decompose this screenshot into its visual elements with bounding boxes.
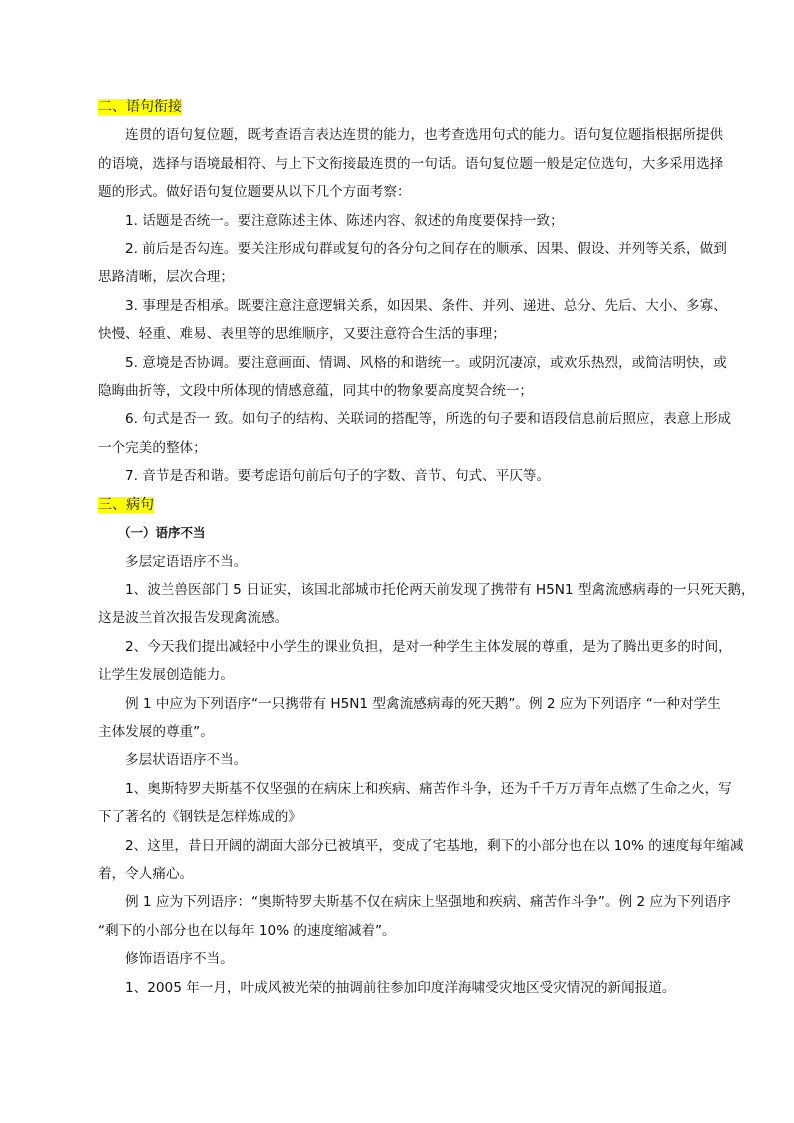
intro-line: 的语境，选择与语境最相符、与上下文衔接最连贯的一句话。语句复位题一般是定位选句，大多采用选择	[98, 155, 724, 172]
body-line: “剩下的小部分也在以每年 10% 的速度缩减着”。	[98, 922, 396, 939]
body-line: 多层状语语序不当。	[125, 752, 248, 769]
body-line: 修饰语语序不当。	[125, 951, 234, 968]
body-line: 下了著名的《钢铁是怎样炼成的》	[98, 809, 302, 826]
body-line: 1、波兰兽医部门 5 日证实，该国北部城市托伦两天前发现了携带有 H5N1 型禽流感病毒的一只死天鹅，	[125, 581, 755, 598]
intro-paragraph	[98, 121, 734, 206]
points-list	[98, 207, 734, 491]
point-line: 6. 句式是否一 致。如句子的结构、关联词的搭配等，所选的句子要和语段信息前后照应，表意上形成	[125, 411, 732, 428]
body-line: 主体发展的尊重”。	[98, 723, 214, 740]
section-three-heading-line	[98, 491, 734, 519]
point-line: 3. 事理是否相承。既要注意注意逻辑关系，如因果、条件、并列、递进、总分、先后、大小、多寡、	[125, 297, 727, 314]
section-two-heading: 二、语句衔接	[98, 99, 182, 115]
point-line: 隐晦曲折等，文段中所体现的情感意蕴，同其中的物象要高度契合统一；	[98, 383, 533, 400]
point-line: 一个完美的整体；	[98, 439, 207, 456]
body-line: 这是波兰首次报告发现禽流感。	[98, 610, 289, 627]
document-page	[98, 93, 755, 1002]
section-three-heading: 三、病句	[98, 496, 154, 513]
body-text	[98, 548, 755, 1003]
point-line: 2. 前后是否勾连。要关注形成句群或复句的各分句之间存在的顺承、因果、假设、并列等关系，做到	[125, 241, 727, 258]
sub-heading: （一）语序不当	[118, 525, 206, 541]
body-line: 着，令人痛心。	[98, 865, 194, 882]
section-two-heading-line	[98, 93, 734, 121]
body-line: 例 1 中应为下列语序“一只携带有 H5N1 型禽流感病毒的死天鹅”。例 2 应为下列语序 “一种对学生	[125, 695, 721, 712]
body-line: 1、奥斯特罗夫斯基不仅坚强的在病床上和疾病、痛苦作斗争，还为千千万万青年点燃了生命之火，写	[125, 780, 732, 797]
point-line: 7. 音节是否和谐。要考虑语句前后句子的字数、音节、句式、平仄等。	[125, 468, 551, 485]
body-line: 例 1 应为下列语序：“奥斯特罗夫斯基不仅在病床上坚强地和疾病、痛苦作斗争”。例 2 应为下列语序	[125, 894, 732, 911]
body-line: 1、2005 年一月，叶成风被光荣的抽调前往参加印度洋海啸受灾地区受灾情况的新闻报道。	[125, 979, 676, 996]
point-line: 1. 话题是否统一。要注意陈述主体、陈述内容、叙述的角度要保持一致；	[125, 212, 564, 229]
body-line: 2、这里，昔日开阔的湖面大部分已被填平，变成了宅基地，剩下的小部分也在以 10% 的速度每年缩减	[125, 837, 744, 854]
point-line: 快慢、轻重、难易、表里等的思维顺序，又要注意符合生活的事理；	[98, 326, 506, 343]
intro-line: 连贯的语句复位题，既考查语言表达连贯的能力，也考查选用句式的能力。语句复位题指根据所提供	[125, 127, 724, 144]
point-line: 5. 意境是否协调。要注意画面、情调、风格的和谐统一。或阴沉凄凉，或欢乐热烈，或简洁明快，或	[125, 354, 727, 371]
body-line: 多层定语语序不当。	[125, 553, 248, 570]
point-line: 思路清晰，层次合理；	[98, 269, 234, 286]
body-line: 2、今天我们提出减轻中小学生的课业负担，是对一种学生主体发展的尊重，是为了腾出更多的时间，	[125, 638, 732, 655]
intro-line: 题的形式。做好语句复位题要从以下几个方面考察：	[98, 184, 411, 201]
body-line: 让学生发展创造能力。	[98, 667, 234, 684]
